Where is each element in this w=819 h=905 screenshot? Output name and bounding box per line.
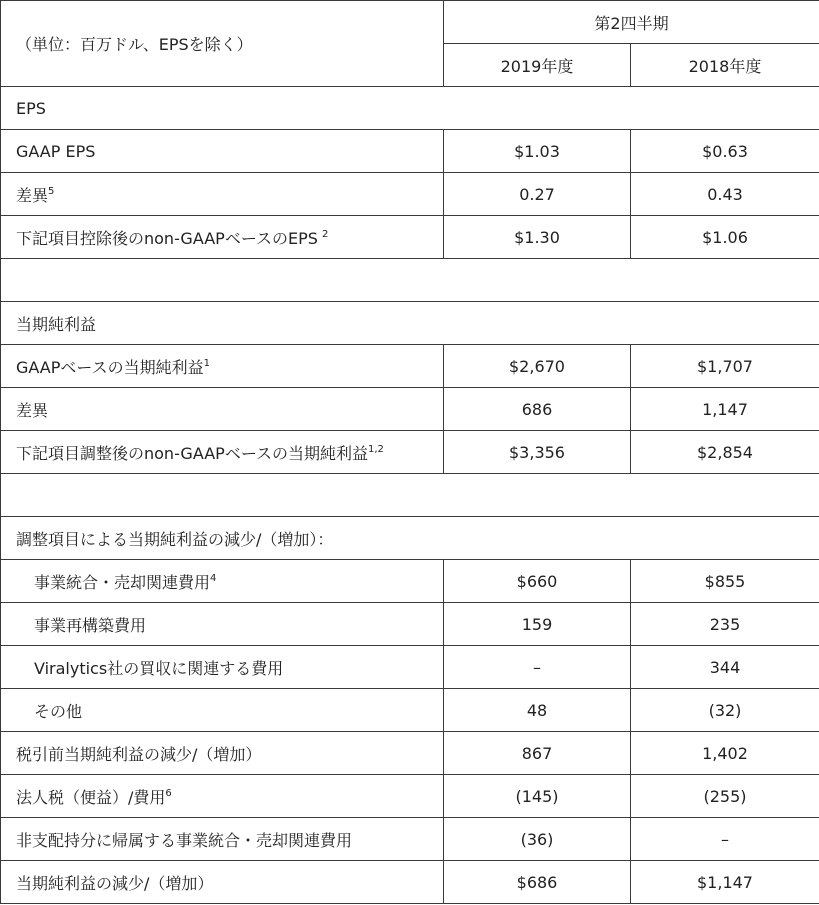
footnote-ref: 4 — [210, 572, 217, 584]
value-2019: 867 — [444, 732, 631, 775]
table-row — [1, 861, 819, 904]
value-2019: 0.27 — [444, 173, 631, 216]
value-2019: 686 — [444, 388, 631, 431]
table-row — [1, 732, 819, 775]
table-row — [1, 646, 819, 689]
row-label: 差異$^5$ — [1, 173, 444, 216]
spacer-row — [1, 259, 819, 302]
value-2018: $0.63 — [631, 130, 819, 173]
table-row — [1, 775, 819, 818]
row-label: GAAP EPS — [1, 130, 444, 173]
period-header: 第2四半期 — [444, 1, 819, 44]
footnote-ref: 1 — [203, 357, 210, 369]
value-2018: $2,854 — [631, 431, 819, 474]
row-label: 事業再構築費用 — [1, 603, 444, 646]
col-header-2019: 2019年度 — [444, 44, 631, 87]
row-label: 当期純利益の減少/（増加） — [1, 861, 444, 904]
table-row — [1, 603, 819, 646]
value-2019: (36) — [444, 818, 631, 861]
value-2019: $1.03 — [444, 130, 631, 173]
row-label: 差異 — [1, 388, 444, 431]
value-2019: $3,356 — [444, 431, 631, 474]
value-2019: 159 — [444, 603, 631, 646]
row-label: Viralytics社の買収に関連する費用 — [1, 646, 444, 689]
section-title-row — [1, 517, 819, 560]
row-label: 税引前当期純利益の減少/（増加） — [1, 732, 444, 775]
table-row — [1, 689, 819, 732]
row-label: GAAPベースの当期純利益$^1$ — [1, 345, 444, 388]
section-title-row — [1, 87, 819, 130]
value-2019: $2,670 — [444, 345, 631, 388]
value-2019: $660 — [444, 560, 631, 603]
value-2018: (255) — [631, 775, 819, 818]
row-label: 法人税（便益）/費用$^6$ — [1, 775, 444, 818]
unit-label: （単位：百万ドル、EPSを除く） — [1, 1, 444, 87]
value-2018: 1,147 — [631, 388, 819, 431]
net-income-section-title: 当期純利益 — [1, 302, 819, 345]
table-row — [1, 560, 819, 603]
spacer-row — [1, 474, 819, 517]
blank-cell — [1, 474, 819, 517]
header-row — [1, 1, 819, 44]
value-2018: (32) — [631, 689, 819, 732]
footnote-ref: 6 — [165, 787, 172, 799]
value-2018: $1.06 — [631, 216, 819, 259]
table-row — [1, 130, 819, 173]
value-2018: 344 — [631, 646, 819, 689]
footnote-ref: 1,2 — [368, 443, 384, 455]
adjustment-section-title: 調整項目による当期純利益の減少/（増加）： — [1, 517, 819, 560]
table-row — [1, 173, 819, 216]
footnote-ref: 2 — [321, 228, 329, 240]
value-2018: $1,147 — [631, 861, 819, 904]
value-2018: 235 — [631, 603, 819, 646]
row-label: 下記項目調整後のnon-GAAPベースの当期純利益$^{1,2}$ — [1, 431, 444, 474]
row-label: 下記項目控除後のnon-GAAPベースのEPS $^2$ — [1, 216, 444, 259]
value-2019: 48 — [444, 689, 631, 732]
value-2019: (145) — [444, 775, 631, 818]
value-2019: $686 — [444, 861, 631, 904]
section-title-row — [1, 302, 819, 345]
row-label: 事業統合・売却関連費用$^4$ — [1, 560, 444, 603]
table-row — [1, 216, 819, 259]
value-2018: $1,707 — [631, 345, 819, 388]
value-2018: 0.43 — [631, 173, 819, 216]
footnote-ref: 5 — [48, 185, 55, 197]
blank-cell — [1, 259, 819, 302]
value-2019: $1.30 — [444, 216, 631, 259]
table-row — [1, 431, 819, 474]
col-header-2018: 2018年度 — [631, 44, 819, 87]
value-2018: – — [631, 818, 819, 861]
table-row — [1, 388, 819, 431]
row-label: その他 — [1, 689, 444, 732]
table-row — [1, 345, 819, 388]
eps-section-title: EPS — [1, 87, 819, 130]
value-2018: $855 — [631, 560, 819, 603]
row-label: 非支配持分に帰属する事業統合・売却関連費用 — [1, 818, 444, 861]
table-row — [1, 818, 819, 861]
value-2019: – — [444, 646, 631, 689]
value-2018: 1,402 — [631, 732, 819, 775]
